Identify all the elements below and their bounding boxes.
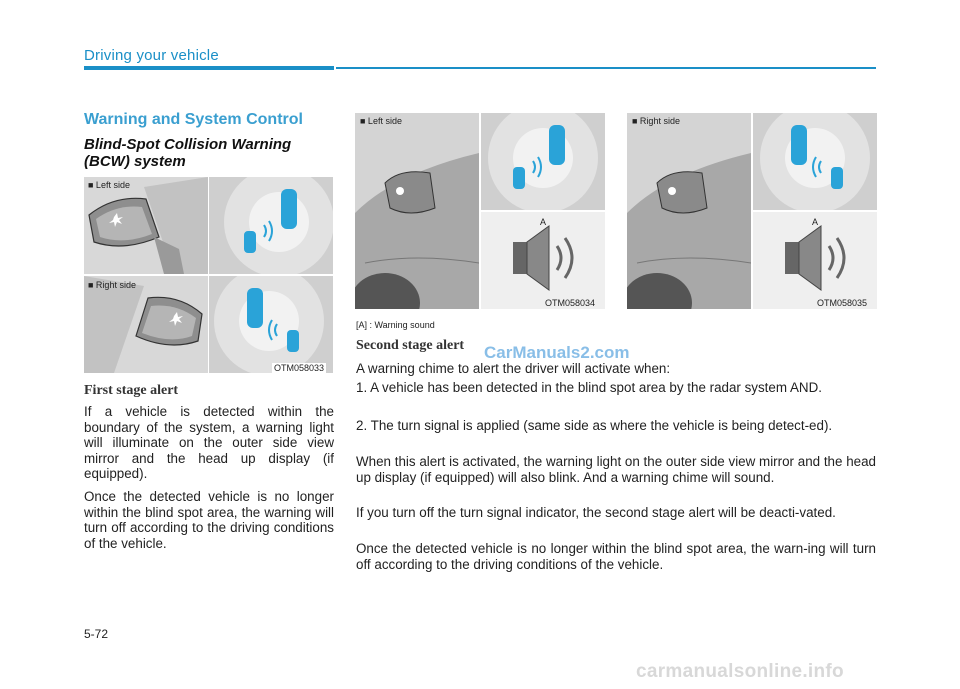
car-icon xyxy=(831,167,843,189)
first-stage-heading: First stage alert xyxy=(84,383,179,398)
mirror-illustration xyxy=(84,177,208,274)
warning-light-icon xyxy=(396,187,404,195)
radar-burst-illustration xyxy=(481,113,605,210)
radar-burst-illustration xyxy=(753,113,877,210)
car-icon xyxy=(549,125,565,165)
radar-burst-illustration xyxy=(209,177,333,274)
list-item: 1. A vehicle has been detected in the blind spot area by the radar system AND. xyxy=(356,380,822,395)
section-title: Warning and System Control xyxy=(84,111,303,128)
figure-right-radar xyxy=(753,113,877,210)
list-item: 2. The turn signal is applied (same side as where the vehicle is being detect-ed). xyxy=(356,418,833,433)
car-icon xyxy=(247,288,263,328)
figure-right-label: ■ Right side xyxy=(632,116,680,126)
figure-mid-radar xyxy=(481,113,605,210)
figure-mid-car xyxy=(355,113,479,309)
figure-left-mirror-top xyxy=(84,177,208,274)
second-stage-intro: A warning chime to alert the driver will activate when: xyxy=(356,361,671,376)
second-stage-paragraph-3: Once the detected vehicle is no longer within the blind spot area, the warn-ing will turn off according to the driving conditions of the vehicle. xyxy=(356,541,876,572)
first-stage-paragraph-2: Once the detected vehicle is no longer within the blind spot area, the warning will turn off according to the driving conditions of the vehicle. xyxy=(84,489,334,551)
car-icon xyxy=(281,189,297,229)
second-stage-paragraph-1: When this alert is activated, the warning light on the outer side view mirror and the head up display (if equipped) will also blink. And a warning chime will sound. xyxy=(356,454,876,485)
mirror-illustration xyxy=(84,276,208,373)
car-icon xyxy=(287,330,299,352)
watermark: CarManuals2.com xyxy=(484,343,630,362)
figure-right-code: OTM058035 xyxy=(817,298,868,308)
figure-left-radar-top xyxy=(209,177,333,274)
figure-left-label-left: ■ Left side xyxy=(88,180,130,190)
second-stage-paragraph-2: If you turn off the turn signal indicator, the second stage alert will be deacti-vated. xyxy=(356,505,836,520)
figure-left-radar-bottom xyxy=(209,276,333,373)
radar-burst-illustration xyxy=(209,276,333,373)
car-side-illustration xyxy=(627,113,751,309)
figure-left-code: OTM058033 xyxy=(274,363,325,373)
header-rule-thin xyxy=(336,67,876,69)
figure-left-label-right: ■ Right side xyxy=(88,280,136,290)
figure-caption: [A] : Warning sound xyxy=(356,320,435,330)
footer-watermark: carmanualsonline.info xyxy=(636,661,844,682)
first-stage-paragraph-1: If a vehicle is detected within the boundary of the system, a warning light will illuminate on the outer side view mirror and the head up display (if equipped). xyxy=(84,404,334,482)
figure-right-marker: A xyxy=(812,217,819,227)
figure-left-mirror-bottom xyxy=(84,276,208,373)
figure-right-car xyxy=(627,113,751,309)
car-icon xyxy=(244,231,256,253)
warning-light-icon xyxy=(668,187,676,195)
running-header: Driving your vehicle xyxy=(84,47,219,64)
page-number: 5-72 xyxy=(84,627,109,641)
header-rule-thick xyxy=(84,66,334,70)
car-icon xyxy=(791,125,807,165)
section-subtitle: Blind-Spot Collision Warning (BCW) system xyxy=(84,136,292,170)
figure-mid-label: ■ Left side xyxy=(360,116,402,126)
car-side-illustration xyxy=(355,113,479,309)
second-stage-heading: Second stage alert xyxy=(356,338,465,353)
figure-mid-code: OTM058034 xyxy=(545,298,596,308)
figure-mid-marker: A xyxy=(540,217,547,227)
car-icon xyxy=(513,167,525,189)
